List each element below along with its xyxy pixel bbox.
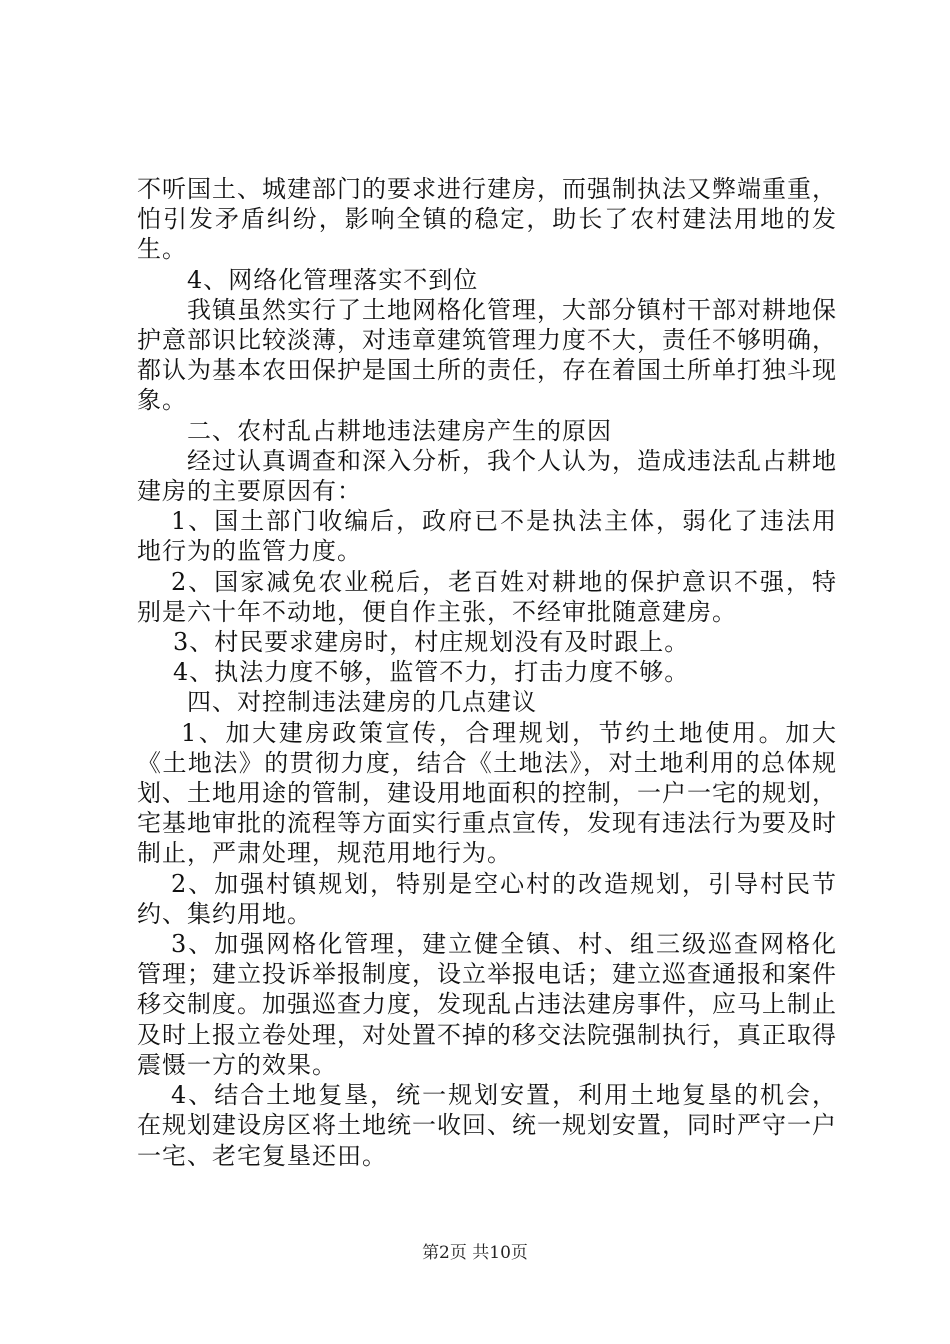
paragraph-grid-management: 我镇虽然实行了土地网格化管理，大部分镇村干部对耕地保护意部识比较淡薄，对违章建筑管理力度不大，责任不够明确，都认为基本农田保护是国土所的责任，存在着国土所单打独斗现象。 [137,295,837,415]
document-body [137,174,837,1171]
section-heading-suggestions: 四、对控制违法建房的几点建议 [187,688,537,717]
list-item-suggestion-3: 3、加强网格化管理，建立健全镇、村、组三级巡查网格化管理；建立投诉举报制度，设立举报电话；建立巡查通报和案件移交制度。加强巡查力度，发现乱占违法建房事件，应马上制止及时上报立卷处理，对处置不掉的移交法院强制执行，真正取得震慑一方的效果。 [137,930,837,1079]
list-item-suggestion-1: 1、加大建房政策宣传，合理规划，节约土地使用。加大《土地法》的贯彻力度，结合《土地法》，对土地利用的总体规划、土地用途的管制，建设用地面积的控制，一户一宅的规划，宅基地审批的流程等方面实行重点宣传，发现有违法行为要及时制止，严肃处理，规范用地行为。 [137,718,837,868]
paragraph-causes-intro: 经过认真调查和深入分析，我个人认为，造成违法乱占耕地建房的主要原因有： [137,446,837,506]
list-item-cause-3: 3、村民要求建房时，村庄规划没有及时跟上。 [173,628,690,657]
list-item-cause-1: 1、国土部门收编后，政府已不是执法主体，弱化了违法用地行为的监管力度。 [137,507,837,566]
list-item-cause-2: 2、国家减免农业税后，老百姓对耕地的保护意识不强，特别是六十年不动地，便自作主张，不经审批随意建房。 [137,567,837,626]
page-number-footer: 第2页 共10页 [422,1243,528,1263]
paragraph-continuation: 不听国土、城建部门的要求进行建房，而强制执法又弊端重重，怕引发矛盾纠纷，影响全镇的稳定，助长了农村建法用地的发生。 [137,175,837,264]
section-heading-causes: 二、农村乱占耕地违法建房产生的原因 [187,416,612,445]
heading-grid-management: 4、网络化管理落实不到位 [187,265,479,294]
list-item-cause-4: 4、执法力度不够，监管不力，打击力度不够。 [173,658,690,687]
list-item-suggestion-2: 2、加强村镇规划，特别是空心村的改造规划，引导村民节约、集约用地。 [137,869,837,928]
list-item-suggestion-4: 4、结合土地复垦，统一规划安置，利用土地复垦的机会，在规划建设房区将土地统一收回、统一规划安置，同时严守一户一宅、老宅复垦还田。 [137,1081,837,1170]
